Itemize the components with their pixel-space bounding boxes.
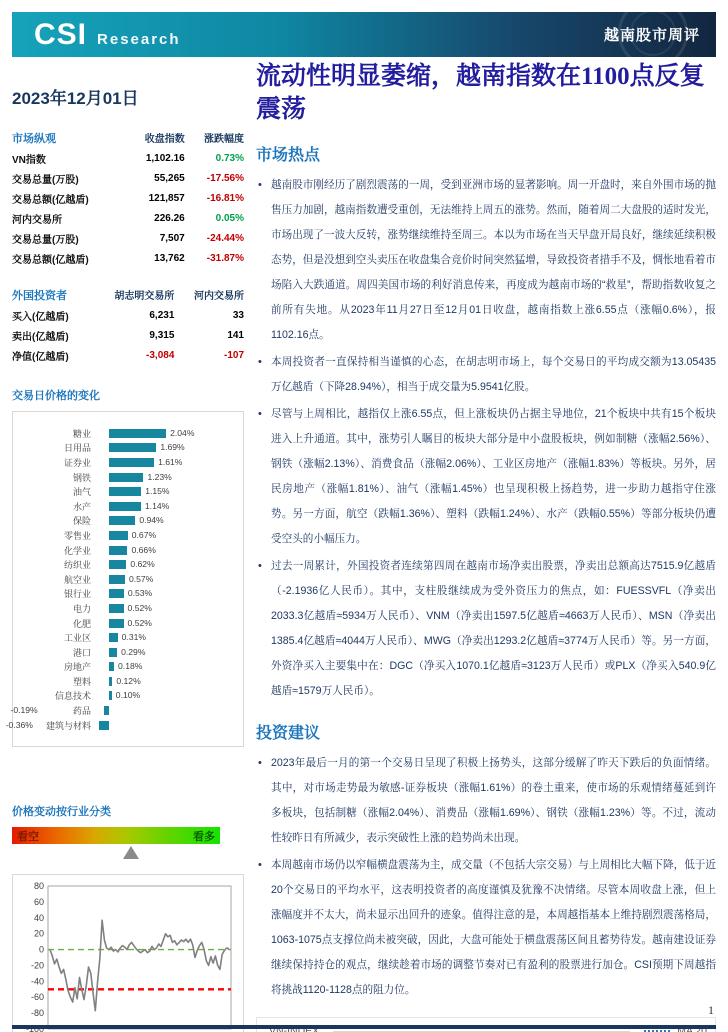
col-header-close: 收盘指数 — [144, 134, 185, 145]
sentiment-gradient-bar — [12, 827, 220, 844]
sector-bar-row: 化学业 0.66% — [63, 544, 156, 556]
col-header-hsx: 胡志明交易所 — [114, 291, 175, 302]
sentiment-gauge-block — [12, 803, 244, 860]
investment-advice-item: • 本周越南市场仍以窄幅横盘震荡为主，成交量（不包括大宗交易）与上周相比大幅下降，低于近20个交易日的平均水平，这表明投资者的高度谨慎及犹豫不决情绪。尽管本周收盘上涨，但上涨幅度并不太大，尚未显示出回升的迹象。值得注意的是，本周越指基本上维持剧烈震荡格局，1063-1075点支撑位尚未被突破，因此，大盘可能处于横盘震荡区间且蓄势待发。越南建设证券继续保持持仓的观点，继续趁着市场的调整节奏对已有盈利的股票进行加仓。CSI预期下周越指将挑战1120-1128点的阻力位。 — [256, 853, 716, 1003]
svg-text:0: 0 — [38, 945, 44, 956]
logo-sub-text: Research — [97, 30, 181, 48]
sector-bar-row: 化肥 0.52% — [72, 617, 152, 629]
chart-header-rule — [333, 1031, 630, 1032]
table-row: 交易总量(万股) 7,507 -24.44% — [12, 232, 244, 246]
gauge-bullish-label: 看多 — [193, 831, 215, 844]
market-highlights-list — [256, 173, 716, 704]
sector-bar-row: 零售业 0.67% — [63, 529, 157, 541]
sector-bar-row: 糖业 2.04% — [72, 427, 195, 439]
sector-bar-row: 日用品 1.69% — [63, 442, 185, 454]
table-row: 买入(亿越盾) 6,231 33 — [12, 309, 244, 323]
svg-text:-20: -20 — [30, 960, 44, 971]
svg-text:20: 20 — [33, 929, 44, 940]
sector-bar-row: 银行业 0.53% — [63, 588, 153, 600]
sector-bar-row: 港口 0.29% — [72, 646, 146, 658]
sector-bar-row: 航空业 0.57% — [63, 573, 154, 585]
svg-text:-40: -40 — [30, 976, 44, 987]
table-row: 净值(亿越盾) -3,084 -107 — [12, 349, 244, 363]
report-series-title: 越南股市周评 — [603, 27, 700, 44]
foreign-investors-table — [12, 284, 244, 365]
foreign-investors-title: 外国投资者 — [12, 289, 67, 302]
market-highlight-item: • 越南股市刚经历了剧烈震荡的一周，受到亚洲市场的显著影响。周一开盘时，来自外围市场的抛售压力加剧，越南指数遭受重创，无法维持上周五的涨势。然而，随着周二大盘股的适时发光，市场出现了一波大反转，涨势继续维持至周三。本以为市场在当天早盘开局良好，继续延续积极态势，但是没想到空头卖压在收盘集合竞价时间突然猛增，导致投资者措手不及，惆怅地看着市场陷入大跌通道。周四美国市场的利好消息传来，再度成为越南市场的“救星”，帮助指数收复之前所有失地。从2023年11月27日至12月01日收盘，越南指数上涨6.55点（涨幅0.6%），报1102.16点。 — [256, 173, 716, 348]
table-row: 河内交易所 226.26 0.05% — [12, 212, 244, 226]
csi-logo — [34, 18, 181, 52]
sector-bar-row: 保险 0.94% — [72, 515, 164, 527]
sector-bar-row: 水产 1.14% — [72, 500, 170, 512]
market-highlight-item: • 本周投资者一直保持相当谨慎的心态，在胡志明市场上，每个交易日的平均成交额为13.05435万亿越盾（下降28.94%），相当于成交量为5.9541亿股。 — [256, 350, 716, 400]
foreign-flow-line-chart — [12, 874, 244, 1032]
gauge-bearish-label: 看空 — [17, 831, 39, 844]
page-title: 流动性明显萎缩，越南指数在1100点反复震荡 — [256, 63, 705, 123]
sector-bar-row: 塑料 0.12% — [72, 675, 141, 687]
table-row: 卖出(亿越盾) 9,315 141 — [12, 329, 244, 343]
market-highlights-header: 市场热点 — [256, 147, 321, 164]
sector-bar-row: 油气 1.15% — [72, 486, 170, 498]
table-row: VN指数 1,102.16 0.73% — [12, 152, 244, 166]
sector-chart-title: 交易日价格的变化 — [12, 390, 100, 402]
left-column — [5, 70, 244, 1032]
footer-bar — [12, 1025, 716, 1029]
svg-text:-80: -80 — [30, 1008, 44, 1019]
svg-text:80: 80 — [33, 881, 44, 892]
investment-advice-header: 投资建议 — [256, 725, 321, 742]
investment-advice-item: • 2023年最后一月的第一个交易日呈现了积极上扬势头，这部分缓解了昨天下跌后的负面情绪。其中，对市场走势最为敏感-证券板块（涨幅1.61%）的卷土重来，使市场的乐观情绪蔓延到许多板块，包括制糖（涨幅2.04%）、消费品（涨幅1.69%）、钢铁（涨幅1.23%）等。不过，流动性较昨日有所减少，表示突破性上涨的趋势尚未出现。 — [256, 751, 716, 851]
sector-bar-row: 药品 -0.19% — [13, 703, 239, 718]
svg-text:40: 40 — [33, 913, 44, 924]
table-row: 交易总额(亿越盾) 13,762 -31.87% — [12, 252, 244, 266]
sector-bar-chart — [5, 411, 244, 747]
sector-bar-row: 钢铁 1.23% — [72, 471, 172, 483]
col-header-change: 涨跌幅度 — [204, 134, 244, 145]
investment-advice-list — [256, 751, 716, 1003]
sector-bar-row: 证券业 1.61% — [63, 456, 183, 468]
report-date: 2023年12月01日 — [12, 89, 139, 108]
header-banner — [12, 12, 716, 57]
sector-bar-row: 信息技术 0.10% — [54, 690, 141, 702]
svg-text:60: 60 — [33, 897, 44, 908]
sector-bar-row: 建筑与材料 -0.36% — [13, 718, 239, 733]
svg-text:-60: -60 — [30, 992, 44, 1003]
col-header-hnx: 河内交易所 — [194, 291, 244, 302]
market-overview-table — [12, 127, 244, 268]
sector-bar-row: 电力 0.52% — [72, 602, 152, 614]
page-number: 1 — [708, 1003, 714, 1017]
sector-bar-row: 工业区 0.31% — [63, 632, 147, 644]
gauge-title: 价格变动按行业分类 — [12, 806, 111, 819]
gauge-pointer-icon — [123, 846, 139, 859]
right-column — [256, 60, 716, 1032]
market-highlight-item: • 尽管与上周相比，越指仅上涨6.55点，但上涨板块仍占据主导地位，21个板块中共有15个板块进入上升通道。其中，涨势引人瞩目的板块大部分是中小盘股板块，例如制糖（涨幅2.56%）、钢铁（涨幅2.13%）、消费食品（涨幅2.06%）、工业区房地产（涨幅1.83%）等板块。另外，居民房地产（涨幅1.81%）、油气（涨幅1.45%）也呈现积极上扬趋势，进一步助力越指守住涨势。另一方面，航空（跌幅1.36%）、塑料（跌幅1.24%）、水产（跌幅0.55%）等部分板块仍遭受空头的小幅压力。 — [256, 402, 716, 552]
table-row: 交易总量(万股) 55,265 -17.56% — [12, 172, 244, 186]
logo-main-text: CSI — [34, 17, 88, 51]
sector-bar-row: 纺织业 0.62% — [63, 559, 155, 571]
table-row: 交易总额(亿越盾) 121,857 -16.81% — [12, 192, 244, 206]
market-highlight-item: • 过去一周累计，外国投资者连续第四周在越南市场净卖出股票，净卖出总额高达7515.9亿越盾（-2.1936亿人民币）。其中，支柱股继续成为受外资压力的焦点，如：FUESSVFL（净卖出2033.3亿越盾≈5934万人民币）、VNM（净卖出1597.5亿越盾≈4663万人民币）、MSN（净卖出1385.4亿越盾≈4044万人民币）、MWG（净卖出1293.2亿越盾≈3774万人民币）等。另一方面，外资净买入主要集中在：DGC（净买入1070.1亿越盾≈3123万人民币）或PLX（净买入540.9亿越盾≈1579万人民币）。 — [256, 554, 716, 704]
sector-bar-row: 房地产 0.18% — [63, 661, 143, 673]
market-overview-title: 市场纵观 — [12, 132, 56, 145]
